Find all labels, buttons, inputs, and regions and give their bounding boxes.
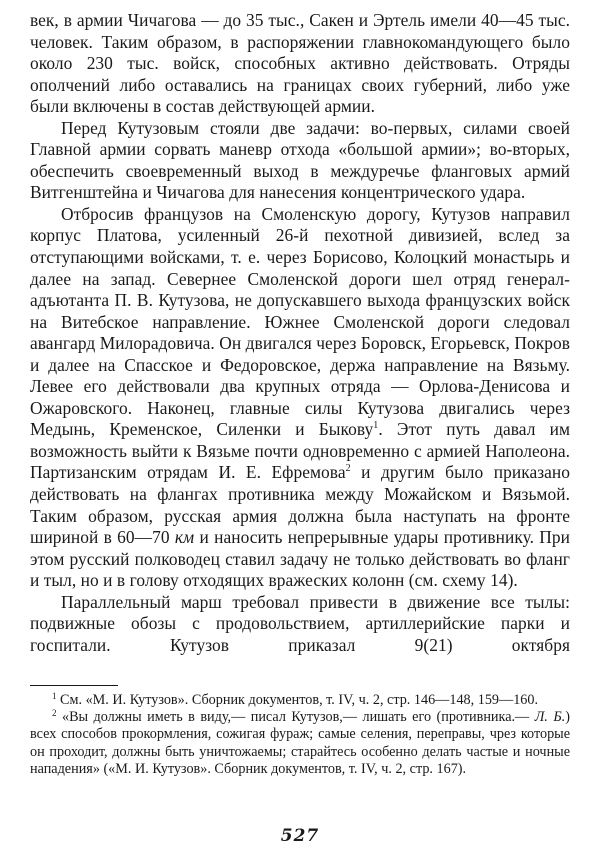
paragraph — [30, 592, 570, 657]
paragraph — [30, 118, 570, 204]
paragraph-text: Отбросив французов на Смоленскую дорогу, Кутузов направил корпус Платова, усиленный 26-й пехотной дивизией, вслед за отступающими войсками, т. е. через Борисово, Колоцкий монастырь и далее на запад. Севернее Смоленской дороги шел отряд генерал-адъютанта П. В. Кутузова, не допускавшего выхода французских войск на Витебское направление. Южнее Смоленской дороги следовал авангард Милорадовича. Он двигался через Боровск, Егорьевск, Покров и далее на Спасское и Федоровское, держа направление на Вязьму. Левее его действовали два крупных отряда — Орлова-Денисова и Ожаровского. Наконец, главные силы Кутузова двигались через Медынь, Кременское, Силенки и Быкову — [30, 203, 570, 440]
footnote-2 — [30, 709, 570, 778]
page-body — [30, 10, 570, 656]
footnote-ref-1: 1 — [373, 420, 379, 432]
paragraph-text: и наносить непрерывные удары противнику. При этом русский полководец ставил задачу не только действовать во фланг и тыл, но и в голову отходящих вражеских колонн (см. схему 14). — [30, 527, 570, 591]
footnote-text: ) всех способов прокормления, сожигая фураж; самые селения, переправы, чрез которые он проходит, должны быть уничтожаемы; старайтесь особенно делать частые и ночные нападения» («М. И. Кутузов». Сборник документов, т. IV, ч. 2, стр. 167). — [30, 709, 570, 777]
paragraph — [30, 10, 570, 118]
page-number: 527 — [280, 826, 320, 846]
footnote-marker: 1 — [52, 691, 57, 701]
footnote-marker: 2 — [52, 708, 57, 719]
paragraph-text: век, в армии Чичагова — до 35 тыс., Сакен и Эртель имели 40—45 тыс. человек. Таким образом, в распоряжении главнокомандующего было около 230 тыс. войск, способных активно действовать. Отряды ополчений либо оставались на границах своих губерний, либо уже были включены в состав действующей армии. — [30, 10, 570, 117]
paragraph-text: Параллельный марш требовал привести в движение все тылы: подвижные обозы с продовольствием, артиллерийские парки и госпитали. Кутузов приказал 9(21) октября — [30, 591, 570, 655]
footnote-1 — [30, 692, 570, 709]
footnotes — [30, 692, 570, 778]
footnote-ref-2: 2 — [345, 463, 351, 475]
paragraph — [30, 204, 570, 592]
author-initials: Л. Б. — [534, 709, 566, 726]
footnote-divider — [30, 685, 118, 686]
paragraph-text: . Этот путь давал им возможность выйти к Вязьме почти одновременно с армией Наполеона. Партизанским отрядам И. Е. Ефремова — [30, 419, 570, 483]
footnote-text: «Вы должны иметь в виду,— писал Кутузов,— лишать его (противника.— — [56, 709, 535, 726]
unit-km: км — [174, 527, 195, 548]
footnote-text: См. «М. И. Кутузов». Сборник документов, т. IV, ч. 2, стр. 146—148, 159—160. — [56, 692, 539, 708]
paragraph-text: и другим было приказано действовать на флангах противника между Можайском и Вязьмой. Таким образом, русская армия должна была наступать на фронте шириной в 60—70 — [30, 462, 571, 548]
paragraph-text: Перед Кутузовым стояли две задачи: во-первых, силами своей Главной армии сорвать маневр отхода «большой армии»; во-вторых, обеспечить своевременный выход в междуречье фланговых армий Витгенштейна и Чичагова для нанесения концентрического удара. — [30, 117, 570, 203]
main-text — [30, 10, 570, 656]
